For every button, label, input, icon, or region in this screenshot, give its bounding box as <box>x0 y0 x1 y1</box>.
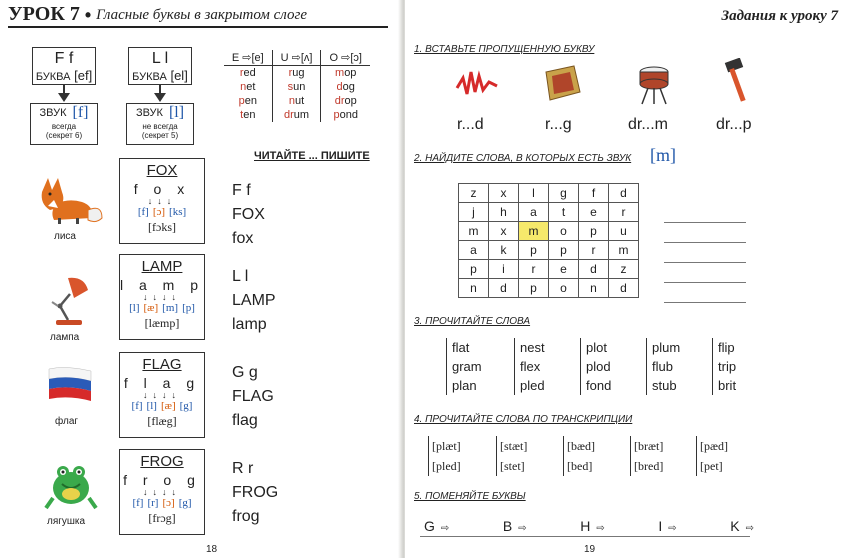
card-transcription: [frɔg] <box>148 511 176 525</box>
vowel-word-onset: r <box>239 67 244 79</box>
write-group-g <box>232 358 274 430</box>
left-page <box>0 0 400 558</box>
grid-cell: m <box>459 222 489 241</box>
grid-cell: z <box>459 184 489 203</box>
read-word: flub <box>652 359 673 374</box>
vowel-header-u: U ⇨[ʌ] <box>272 50 321 66</box>
hammer-picture <box>724 58 754 106</box>
grid-cell: e <box>579 203 609 222</box>
vowel-word-rest: un <box>293 81 306 93</box>
vowel-word-rest: ug <box>292 67 305 79</box>
grid-cell: g <box>549 184 579 203</box>
card-word: FROG <box>140 453 184 470</box>
task4-heading: 4. ПРОЧИТАЙТЕ СЛОВА ПО ТРАНСКРИПЦИИ <box>414 414 633 425</box>
write-word: FLAG <box>232 388 274 405</box>
letter-box-f <box>32 47 96 85</box>
change-letters-row <box>424 518 754 534</box>
transcription: [bræt] <box>634 439 664 453</box>
vowel-word-onset: t <box>240 109 244 121</box>
grid-row <box>459 260 639 279</box>
grid-cell: m <box>609 241 639 260</box>
vowel-word-rest: ut <box>295 95 305 107</box>
card-sounds <box>120 302 204 314</box>
grid-cell: a <box>459 241 489 260</box>
change-letter: H <box>580 518 591 534</box>
vowel-word <box>272 108 321 122</box>
gap-word: dr...p <box>716 116 752 133</box>
vowel-word-rest: op <box>344 95 357 107</box>
write-line <box>232 358 274 382</box>
answer-lines <box>664 203 746 303</box>
word-column <box>712 338 736 395</box>
answer-line <box>664 243 746 263</box>
write-word: frog <box>232 508 260 525</box>
grid-cell: d <box>609 279 639 298</box>
sound-l-label: ЗВУК <box>135 107 163 119</box>
write-word: fox <box>232 230 254 247</box>
change-letter: K <box>730 518 740 534</box>
letter-l: L l <box>151 50 169 67</box>
change-letter-item <box>580 518 605 534</box>
card-transcription: [fɔks] <box>148 220 176 234</box>
tasks-title: Задания к уроку 7 <box>721 8 838 24</box>
caption-lamp: лампа <box>50 332 80 343</box>
write-line <box>232 382 274 406</box>
drum-picture <box>634 56 674 106</box>
vowel-word-rest: og <box>342 81 355 93</box>
write-line <box>232 176 265 200</box>
card-sound: [ɔ] <box>152 206 166 218</box>
card-word: LAMP <box>141 258 183 275</box>
read-word: flat <box>452 340 470 355</box>
card-sound: [f] <box>131 400 143 412</box>
grid-cell: f <box>579 184 609 203</box>
card-sound: [m] <box>162 302 179 314</box>
lesson-bullet: • <box>84 5 92 25</box>
word-card-lamp <box>119 254 205 340</box>
write-word: G g <box>232 364 258 381</box>
vowel-word <box>321 80 370 94</box>
vowel-word-rest: en <box>243 109 256 121</box>
vowel-table <box>224 50 370 122</box>
change-letter-item <box>503 518 527 534</box>
read-word: plod <box>586 359 611 374</box>
transcription-column <box>563 436 595 476</box>
vowel-word <box>224 66 272 81</box>
transcription: [stæt] <box>500 439 528 453</box>
grid-row <box>459 241 639 260</box>
caption-frog: лягушка <box>47 516 86 527</box>
grid-cell: d <box>609 184 639 203</box>
card-sound: [l] <box>129 302 140 314</box>
word-column <box>646 338 680 395</box>
grid-cell: k <box>489 241 519 260</box>
write-line <box>232 262 276 286</box>
lamp-picture <box>38 272 98 328</box>
read-word: plan <box>452 378 477 393</box>
transcription: [pled] <box>432 459 461 473</box>
read-word: brit <box>718 378 737 393</box>
card-sound: [p] <box>182 302 195 314</box>
grid-cell: r <box>519 260 549 279</box>
letter-l-label: БУКВА <box>132 71 167 83</box>
grid-cell: p <box>549 241 579 260</box>
arrow-right-icon: ⇨ <box>518 523 527 534</box>
page-number-right: 19 <box>584 544 596 555</box>
grid-cell: t <box>549 203 579 222</box>
card-sound: [f] <box>137 206 149 218</box>
vowel-word <box>272 80 321 94</box>
arrow-right-icon: ⇨ <box>745 523 754 534</box>
rug-picture <box>540 62 584 104</box>
grid-cell: d <box>579 260 609 279</box>
lesson-number: УРОК 7 <box>8 3 80 25</box>
read-word: flip <box>718 340 735 355</box>
change-letter: I <box>658 518 663 534</box>
vowel-word-onset: dr <box>334 95 345 107</box>
transcription-column <box>496 436 527 476</box>
write-line <box>232 286 276 310</box>
read-word: fond <box>586 378 612 393</box>
transcription-column <box>428 436 461 476</box>
card-sounds <box>120 206 204 218</box>
write-word: R r <box>232 460 254 477</box>
card-letters: f l a g <box>123 375 201 391</box>
word-column <box>580 338 611 395</box>
read-word: stub <box>652 378 677 393</box>
change-letter: B <box>502 518 513 534</box>
read-word: plum <box>652 340 681 355</box>
grid-cell: p <box>459 260 489 279</box>
card-arrows: ↓↓↓↓ <box>143 487 181 497</box>
task1-heading: 1. ВСТАВЬТЕ ПРОПУЩЕННУЮ БУКВУ <box>414 44 595 55</box>
vowel-word-onset: n <box>240 81 247 93</box>
card-sound: [ɔ] <box>162 497 175 509</box>
transcription: [stet] <box>500 459 525 473</box>
card-arrows: ↓↓↓↓ <box>143 292 181 302</box>
vowel-word <box>224 94 272 108</box>
vowel-word-onset: p <box>333 109 340 121</box>
vowel-word-onset: n <box>288 95 295 107</box>
word-card-fox <box>119 158 205 244</box>
change-letter-item <box>730 518 754 534</box>
sound-box-f <box>30 103 98 145</box>
vowel-header-e: E ⇨[e] <box>224 50 272 66</box>
grid-cell: e <box>549 260 579 279</box>
transcription: [plæt] <box>432 439 461 453</box>
sound-f-note: всегда <box>51 122 77 131</box>
card-letters: l a m p <box>120 277 205 293</box>
word-card-frog <box>119 449 205 535</box>
card-sound: [æ] <box>160 400 176 412</box>
vowel-row <box>224 66 370 81</box>
grid-row <box>459 203 639 222</box>
vowel-word-rest: ed <box>243 67 256 79</box>
write-line <box>232 406 274 430</box>
sound-l-note: не всегда <box>142 122 178 131</box>
read-word: plot <box>586 340 607 355</box>
grid-cell: i <box>489 260 519 279</box>
grid-cell: z <box>609 260 639 279</box>
vowel-word-rest: et <box>246 81 256 93</box>
transcription: [bæd] <box>567 439 595 453</box>
answer-line <box>664 203 746 223</box>
grid-cell: a <box>519 203 549 222</box>
vowel-word <box>321 66 370 81</box>
grid-row <box>459 184 639 203</box>
card-word: FLAG <box>142 356 182 373</box>
write-word: L l <box>232 268 249 285</box>
answer-line <box>664 223 746 243</box>
grid-cell: p <box>579 222 609 241</box>
grid-cell: p <box>519 279 549 298</box>
answer-line <box>664 263 746 283</box>
arrow-down-icon <box>154 93 166 102</box>
read-write-heading: ЧИТАЙТЕ ... ПИШИТЕ <box>254 150 370 162</box>
caption-flag: флаг <box>55 416 79 427</box>
read-word: gram <box>452 359 482 374</box>
sound-l-secret: (секрет 5) <box>141 131 179 140</box>
vowel-word-onset: m <box>335 67 345 79</box>
russian-flag-picture <box>45 365 95 409</box>
grid-cell: o <box>549 222 579 241</box>
card-arrows: ↓↓↓ <box>147 196 177 206</box>
write-group-r <box>232 454 278 526</box>
grid-cell: x <box>489 184 519 203</box>
read-word: flex <box>520 359 541 374</box>
grid-cell: r <box>609 203 639 222</box>
card-transcription: [læmp] <box>144 316 180 330</box>
vowel-word-onset: p <box>238 95 245 107</box>
read-word: trip <box>718 359 737 374</box>
write-word: lamp <box>232 316 267 333</box>
red-scribble-picture <box>455 64 499 104</box>
write-word: FROG <box>232 484 279 501</box>
vowel-word-rest: en <box>244 95 257 107</box>
card-sound: [f] <box>132 497 144 509</box>
grid-cell: r <box>579 241 609 260</box>
write-word: flag <box>232 412 258 429</box>
caption-fox: лиса <box>54 231 76 242</box>
grid-cell: l <box>519 184 549 203</box>
answer-line <box>664 283 746 303</box>
transcription: [pet] <box>700 459 723 473</box>
card-arrows: ↓↓↓↓ <box>143 390 181 400</box>
grid-row <box>459 279 639 298</box>
vowel-word-onset: dr <box>284 109 294 121</box>
write-line <box>232 310 276 334</box>
card-sound: [l] <box>146 400 157 412</box>
gap-word: r...g <box>545 116 572 133</box>
vowel-word-rest: um <box>293 109 310 121</box>
sound-f: [f] <box>72 104 89 121</box>
grid-cell: j <box>459 203 489 222</box>
read-word: nest <box>520 340 545 355</box>
fox-picture <box>32 170 104 225</box>
vowel-word <box>224 80 272 94</box>
card-sound: [r] <box>147 497 159 509</box>
grid-cell: o <box>549 279 579 298</box>
vowel-word <box>321 108 370 122</box>
card-sounds <box>120 497 204 509</box>
task5-heading: 5. ПОМЕНЯЙТЕ БУКВЫ <box>414 491 526 502</box>
write-group-l <box>232 262 276 334</box>
transcription-column <box>696 436 728 476</box>
sound-f-label: ЗВУК <box>39 107 67 119</box>
letter-f-label: БУКВА <box>35 71 71 83</box>
arrow-right-icon: ⇨ <box>596 523 605 534</box>
write-line <box>232 454 278 478</box>
grid-cell: m <box>519 222 549 241</box>
card-sound: [g] <box>178 497 192 509</box>
lesson-header <box>8 4 388 28</box>
change-letter-item <box>424 518 449 534</box>
write-line <box>232 224 265 248</box>
transcription: [bred] <box>634 459 664 473</box>
sound-box-l <box>126 103 194 145</box>
read-word: pled <box>520 378 545 393</box>
arrow-right-icon: ⇨ <box>440 523 450 534</box>
grid-cell: u <box>609 222 639 241</box>
gap-word: r...d <box>457 116 484 133</box>
letter-l-name: [el] <box>170 68 188 83</box>
card-letters: f r o g <box>123 472 201 488</box>
grid-cell: n <box>579 279 609 298</box>
card-sounds <box>120 400 204 412</box>
vowel-word <box>224 108 272 122</box>
card-transcription: [flæg] <box>147 414 177 428</box>
card-letters: f o x <box>133 181 191 197</box>
task3-heading: 3. ПРОЧИТАЙТЕ СЛОВА <box>414 316 531 327</box>
frog-picture <box>44 458 98 512</box>
sound-f-secret: (секрет 6) <box>45 131 83 140</box>
letter-box-l <box>128 47 192 85</box>
word-card-flag <box>119 352 205 438</box>
write-line <box>232 200 265 224</box>
write-line <box>232 502 278 526</box>
write-word: F f <box>232 182 251 199</box>
letter-f-name: [ef] <box>74 68 93 83</box>
vowel-word-onset: s <box>287 81 294 93</box>
vowel-header-o: O ⇨[ɔ] <box>321 50 370 66</box>
vowel-word-rest: op <box>344 67 357 79</box>
transcription: [bed] <box>567 459 593 473</box>
vowel-word <box>321 94 370 108</box>
card-sound: [g] <box>179 400 193 412</box>
grid-cell: d <box>489 279 519 298</box>
vowel-word-onset: r <box>288 67 293 79</box>
arrow-down-icon <box>58 93 70 102</box>
grid-cell: h <box>489 203 519 222</box>
letter-grid <box>458 183 639 298</box>
grid-cell: n <box>459 279 489 298</box>
lesson-topic: Гласные буквы в закрытом слоге <box>96 7 307 23</box>
grid-row <box>459 222 639 241</box>
card-sound: [æ] <box>143 302 159 314</box>
transcription-column <box>630 436 663 476</box>
change-letter: G <box>424 518 435 534</box>
vowel-row <box>224 80 370 94</box>
vowel-row <box>224 108 370 122</box>
vowel-word-onset: d <box>336 81 343 93</box>
grid-cell: x <box>489 222 519 241</box>
sound-l: [l] <box>168 104 185 121</box>
change-letter-item <box>658 518 676 534</box>
transcription: [pæd] <box>700 439 728 453</box>
card-sound: [ks] <box>169 206 187 218</box>
write-group-f <box>232 176 265 248</box>
word-column <box>446 338 482 395</box>
task2-sound: [m] <box>650 145 676 165</box>
change-line <box>420 536 750 537</box>
vowel-word <box>272 94 321 108</box>
gap-word: dr...m <box>628 116 669 133</box>
vowel-word-rest: ond <box>339 109 358 121</box>
word-column <box>514 338 545 395</box>
page-number-left: 18 <box>206 544 218 555</box>
write-line <box>232 478 278 502</box>
write-word: LAMP <box>232 292 276 309</box>
letter-f: F f <box>54 50 74 67</box>
vowel-row <box>224 94 370 108</box>
write-word: FOX <box>232 206 265 223</box>
card-word: FOX <box>146 162 178 179</box>
arrow-right-icon: ⇨ <box>668 523 677 534</box>
grid-cell: p <box>519 241 549 260</box>
vowel-word <box>272 66 321 81</box>
task2-heading: 2. НАЙДИТЕ СЛОВА, В КОТОРЫХ ЕСТЬ ЗВУК <box>414 153 632 164</box>
